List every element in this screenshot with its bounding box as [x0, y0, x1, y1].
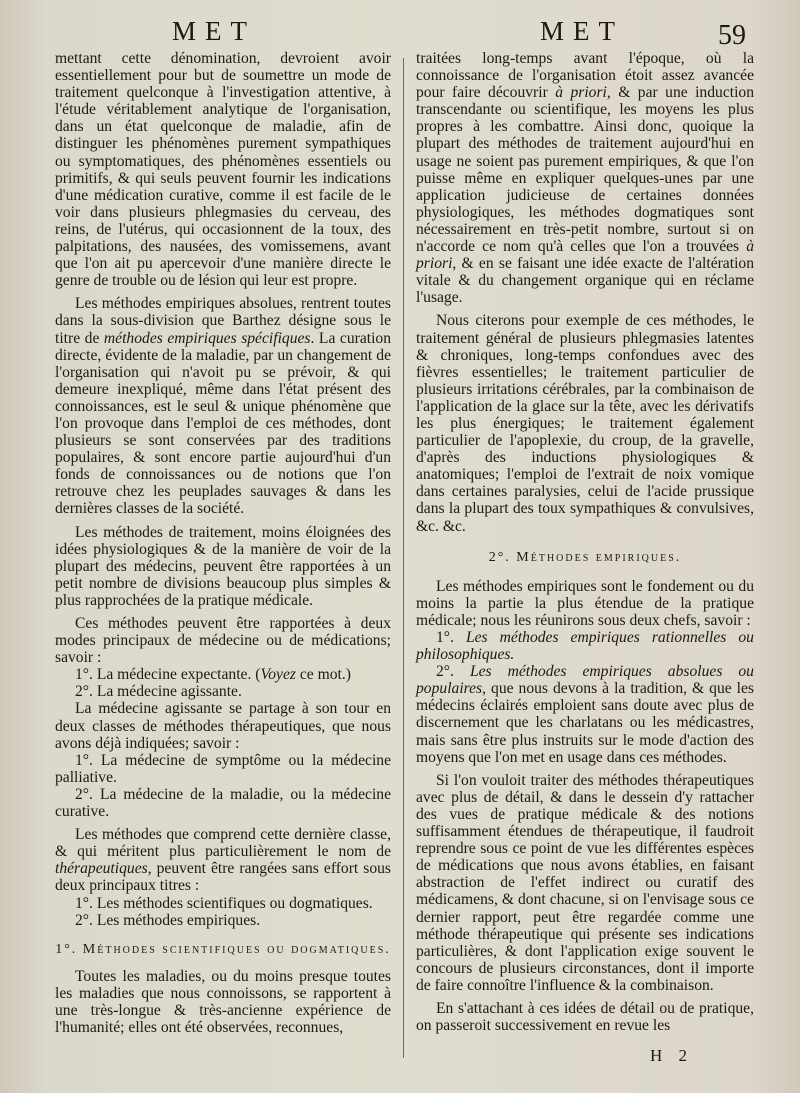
header-left-title: MET [172, 16, 256, 46]
paragraph: mettant cette dénomination, devroient avoir essentiellement pour but de soumettre un mode de traitement quelconque à l'investigation attentive, à l'étude véritablement analytique de l'organisation, dans un état quelconque de maladie, afin de distinguer les phénomènes purement sympathiques ou symptomatiques, des phénomènes essentiels ou primitifs, & qui seuls peuvent fournir les indications d'une médication curative, comme il est facile de le voir dans plusieurs phlegmasies du cerveau, des reins, de l'utérus, qui occasionnent de la toux, des palpitations, des nausées, des vomissemens, avant que l'on ait pu apercevoir d'une manière directe le genre de trouble ou de lésion qui leur est propre. [55, 50, 391, 290]
list-item: 2°. La médecine agissante. [75, 683, 242, 701]
paragraph: Si l'on vouloit traiter des méthodes thérapeutiques avec plus de détail, & dans le dessein d'y rattacher des vues de pratique médicale & des notions suffisamment étendues de thérapeutique, il faudroit reprendre sous ce point de vue les différentes espèces de médications que nous avons établies, en faisant abstraction de l'effet indirect ou curatif des médicamens, & dont chacune, si on l'envisage sous ce dernier rapport, peut être regardée comme une méthode thérapeutique qui présente ses indications particulières, & dont l'application exige souvent le concours de plusieurs circonstances, dont il importe de faire connoître l'influence & la combinaison. [416, 771, 754, 994]
signature-mark: H 2 [650, 1046, 694, 1065]
section-heading: 1°. Méthodes scientifiques ou dogmatiques. [55, 941, 391, 957]
paragraph: Les méthodes que comprend cette dernière classe, & qui méritent plus particulièrement le nom de thérapeutiques, peuvent être rangées sans effort sous deux principaux titres : [55, 826, 391, 895]
right-column [416, 50, 754, 1034]
left-column [55, 50, 391, 1036]
paragraph: La médecine agissante se partage à son tour en deux classes de méthodes thérapeutiques, que nous avons déjà indiquées; savoir : [55, 700, 391, 752]
paragraph: Les méthodes empiriques absolues, rentrent toutes dans la sous-division que Barthez désigne sous le titre de méthodes empiriques spécifiques. La curation directe, évidente de la maladie, par un changement de l'organisation qui n'avoit pu se prévoir, & qui demeure inexpliqué, même dans l'état présent des connoissances, est le seul & unique phénomène que l'on provoque dans l'emploi de ces méthodes, dont plusieurs se sont conservées par des traditions populaires, & sont encore partie aujourd'hui d'un fonds de connoissances ou de notions que l'on retrouve chez les peuplades sauvages & dans les dernières classes de la société. [55, 295, 391, 518]
list-item: 1°. La médecine de symptôme ou la médecine palliative. [55, 751, 391, 786]
running-header [0, 10, 800, 50]
paragraph: traitées long-temps avant l'époque, où la connoissance de l'organisation étoit assez avancée pour faire découvrir à priori, & par une induction transcendante ou scientifique, les moyens les plus propres à les combattre. Ainsi donc, quoique la plupart des méthodes de traitement aujourd'hui en usage ne soient pas purement empiriques, & que l'on puisse même en expliquer quelques-unes par une application judicieuse de certaines données physiologiques, les méthodes dogmatiques sont nécessairement en très-petit nombre, surtout si on n'accorde ce nom qu'à celles que l'on a trouvées à priori, & en se faisant une idée exacte de l'altération vitale & du changement organique qui en réclame l'usage. [416, 50, 755, 307]
section-heading: 2°. Méthodes empiriques. [488, 549, 682, 565]
paragraph: Ces méthodes peuvent être rapportées à deux modes principaux de médecine ou de médications; savoir : [55, 615, 391, 667]
paragraph: Nous citerons pour exemple de ces méthodes, le traitement général de plusieurs phlegmasies latentes & chroniques, long-temps confondues avec des fièvres essentielles; le traitement particulier de plusieurs irritations cérébrales, par la combinaison de l'application de la glace sur la tête, avec les dérivatifs les plus énergiques; le traitement également particulier de l'apoplexie, du croup, de la gravelle, d'après des inductions physiologiques & anatomiques; l'emploi de l'extrait de noix vomique dans certaines paralysies, celui de l'acide prussique dans la plupart des toux sympathiques & convulsives, &c. &c. [416, 312, 754, 535]
header-right-title: MET [540, 16, 624, 46]
list-item: 1°. Les méthodes empiriques rationnelles ou philosophiques. [416, 629, 754, 664]
paragraph: Les méthodes de traitement, moins éloignées des idées physiologiques & de la manière de voir de la plupart des médecins, peuvent être rapportées à un petit nombre de divisions beaucoup plus simples & plus rapprochées de la pratique médicale. [55, 523, 391, 609]
list-item: 1°. Les méthodes scientifiques ou dogmatiques. [75, 894, 373, 912]
page-number: 59 [718, 20, 746, 51]
column-divider [403, 58, 404, 1058]
list-item: 1°. La médecine expectante. (Voyez ce mot.) [75, 666, 351, 684]
list-item: 2°. Les méthodes empiriques absolues ou populaires, que nous devons à la tradition, & que les médecins éclairés emploient sans doute avec plus de discernement que les charlatans ou les médicastres, mais sans être plus instruits sur le mode d'action des moyens que l'on met en usage dans ces méthodes. [416, 663, 754, 766]
list-item: 2°. Les méthodes empiriques. [75, 911, 261, 929]
paragraph: Les méthodes empiriques sont le fondement ou du moins la partie la plus étendue de la pratique médicale; nous les réunirons sous deux chefs, savoir : [416, 577, 754, 629]
list-item: 2°. La médecine de la maladie, ou la médecine curative. [55, 785, 391, 821]
paragraph: En s'attachant à ces idées de détail ou de pratique, on passeroit successivement en revue les [416, 999, 754, 1035]
paragraph: Toutes les maladies, ou du moins presque toutes les maladies que nous connoissons, se rapportent à une très-longue & très-ancienne expérience de l'humanité; elles ont été observées, reconnues, [55, 967, 391, 1037]
